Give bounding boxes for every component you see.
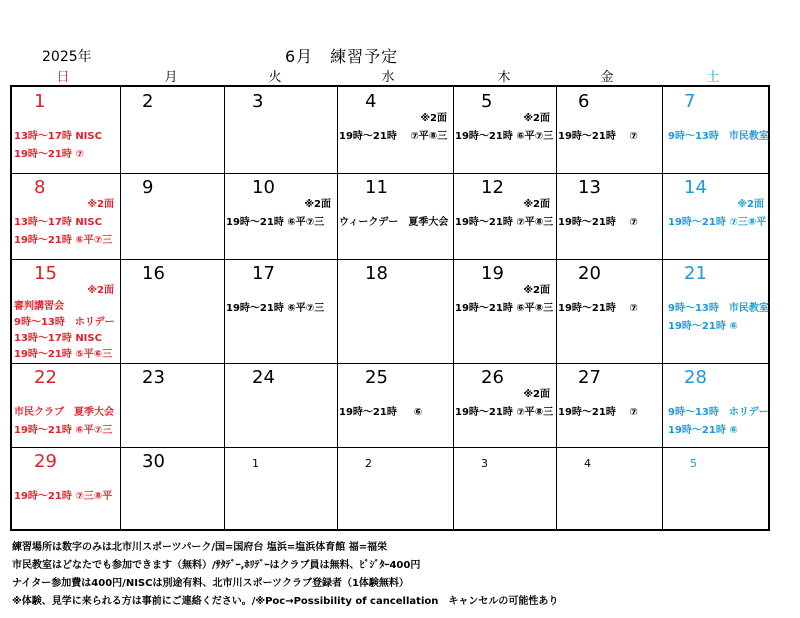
day-number: 9 xyxy=(142,177,154,198)
day-cell xyxy=(120,259,224,363)
day-cell xyxy=(224,363,337,447)
schedule-line: 13時～17時 NISC xyxy=(14,333,102,344)
court-note: ※2面 xyxy=(523,199,550,210)
day-number: 12 xyxy=(481,177,504,198)
schedule-line: 審判講習会 xyxy=(14,301,64,312)
schedule-line: 19時～21時 ⑦平⑧三 xyxy=(339,131,448,142)
court-note: ※2面 xyxy=(420,113,447,124)
day-cell xyxy=(556,363,662,447)
schedule-line: 19時～21時 ⑦三⑧平 xyxy=(14,491,113,502)
day-number: 22 xyxy=(34,367,57,388)
day-cell xyxy=(12,447,120,531)
schedule-line: 19時～21時 ⑥平⑧三 xyxy=(455,303,554,314)
schedule-line: 19時～21時 ⑦三⑧平 xyxy=(668,217,767,228)
day-number: 16 xyxy=(142,263,165,284)
schedule-line: 19時～21時 ⑦平⑧三 xyxy=(455,407,554,418)
day-cell xyxy=(337,87,453,173)
day-cell xyxy=(224,173,337,259)
calendar-grid xyxy=(10,85,770,531)
schedule-line: 9時～13時 市民教室 xyxy=(668,131,769,142)
day-number: 2 xyxy=(142,91,154,112)
day-cell xyxy=(337,447,453,531)
day-cell xyxy=(556,173,662,259)
day-number: 26 xyxy=(481,367,504,388)
day-number: 4 xyxy=(584,457,591,470)
day-cell xyxy=(120,447,224,531)
page-title: 6月 練習予定 xyxy=(285,47,399,66)
day-cell xyxy=(662,447,770,531)
schedule-line: 19時～21時 ⑥平⑦三 xyxy=(226,217,325,228)
schedule-line: 19時～21時 ⑥平⑦三 xyxy=(455,131,554,142)
footer-note: ナイター参加費は400円/NISCは別途有料、北市川スポーツクラブ登録者（1体験無料） xyxy=(12,578,409,589)
court-note: ※2面 xyxy=(87,285,114,296)
schedule-line: 19時～21時 ⑦ xyxy=(558,303,638,314)
court-note: ※2面 xyxy=(523,285,550,296)
day-cell xyxy=(12,363,120,447)
day-number: 27 xyxy=(578,367,601,388)
weekday-wed: 水 xyxy=(381,70,395,85)
schedule-line: 19時～21時 ⑦ xyxy=(558,407,638,418)
day-number: 6 xyxy=(578,91,590,112)
schedule-line: 19時～21時 ⑥平⑦三 xyxy=(226,303,325,314)
day-number: 23 xyxy=(142,367,165,388)
court-note: ※2面 xyxy=(304,199,331,210)
day-number: 1 xyxy=(34,91,46,112)
day-number: 14 xyxy=(684,177,707,198)
court-note: ※2面 xyxy=(523,113,550,124)
day-cell xyxy=(556,447,662,531)
footer-note: 市民教室はどなたでも参加できます（無料）/ｻﾀﾃﾞｰ,ﾎﾘﾃﾞｰはクラブ員は無料、ﾋﾞｼﾞﾀｰ400円 xyxy=(12,560,421,571)
schedule-line: 19時～21時 ⑥平⑦三 xyxy=(14,235,113,246)
day-number: 28 xyxy=(684,367,707,388)
footer-note: ※体験、見学に来られる方は事前にご連絡ください。/※Poc→Possibility of cancellation キャンセルの可能性あり xyxy=(12,596,559,607)
day-number: 1 xyxy=(252,457,259,470)
schedule-line: 市民クラブ 夏季大会 xyxy=(14,407,114,418)
day-cell xyxy=(556,87,662,173)
schedule-line: 13時～17時 NISC xyxy=(14,217,102,228)
day-cell xyxy=(453,87,556,173)
day-cell xyxy=(453,173,556,259)
day-number: 21 xyxy=(684,263,707,284)
day-cell xyxy=(662,173,770,259)
court-note: ※2面 xyxy=(737,199,764,210)
weekday-sat: 土 xyxy=(706,70,720,85)
day-cell xyxy=(337,173,453,259)
day-cell xyxy=(662,259,770,363)
schedule-line: 19時～21時 ⑤平⑥三 xyxy=(14,349,113,360)
schedule-line: 9時～13時 ホリデー xyxy=(14,317,115,328)
day-number: 24 xyxy=(252,367,275,388)
day-cell xyxy=(12,259,120,363)
schedule-line: 19時～21時 ⑦ xyxy=(14,149,84,160)
day-number: 20 xyxy=(578,263,601,284)
day-number: 25 xyxy=(365,367,388,388)
weekday-fri: 金 xyxy=(600,70,614,85)
day-cell xyxy=(337,259,453,363)
schedule-line: 19時～21時 ⑥平⑦三 xyxy=(14,425,113,436)
day-number: 7 xyxy=(684,91,696,112)
schedule-line: 19時～21時 ⑦平⑧三 xyxy=(455,217,554,228)
day-cell xyxy=(120,363,224,447)
day-number: 18 xyxy=(365,263,388,284)
weekday-thu: 木 xyxy=(497,70,511,85)
day-number: 5 xyxy=(481,91,493,112)
day-number: 2 xyxy=(365,457,372,470)
day-cell xyxy=(224,87,337,173)
day-cell xyxy=(12,173,120,259)
day-cell xyxy=(556,259,662,363)
day-number: 29 xyxy=(34,451,57,472)
day-cell xyxy=(224,447,337,531)
schedule-line: 19時～21時 ⑥ xyxy=(668,321,738,332)
day-cell xyxy=(337,363,453,447)
footer-note: 練習場所は数字のみは北市川スポーツパーク/国=国府台 塩浜=塩浜体育館 福=福栄 xyxy=(12,542,388,553)
schedule-line: 19時～21時 ⑦ xyxy=(558,131,638,142)
day-cell xyxy=(662,87,770,173)
schedule-line: 19時～21時 ⑦ xyxy=(558,217,638,228)
day-number: 17 xyxy=(252,263,275,284)
day-number: 30 xyxy=(142,451,165,472)
day-number: 8 xyxy=(34,177,46,198)
day-cell xyxy=(453,363,556,447)
day-number: 15 xyxy=(34,263,57,284)
weekday-tue: 火 xyxy=(268,70,282,85)
day-number: 5 xyxy=(690,457,697,470)
day-cell xyxy=(120,87,224,173)
day-cell xyxy=(120,173,224,259)
weekday-mon: 月 xyxy=(164,70,178,85)
schedule-line: 9時～13時 ホリデー xyxy=(668,407,769,418)
day-cell xyxy=(224,259,337,363)
schedule-line: 9時～13時 市民教室 xyxy=(668,303,769,314)
day-number: 11 xyxy=(365,177,388,198)
weekday-sun: 日 xyxy=(56,70,70,85)
day-number: 10 xyxy=(252,177,275,198)
day-number: 19 xyxy=(481,263,504,284)
day-number: 4 xyxy=(365,91,377,112)
day-cell xyxy=(12,87,120,173)
court-note: ※2面 xyxy=(87,199,114,210)
day-number: 3 xyxy=(252,91,264,112)
schedule-line: 13時～17時 NISC xyxy=(14,131,102,142)
day-cell xyxy=(453,447,556,531)
day-number: 13 xyxy=(578,177,601,198)
schedule-line: 19時～21時 ⑥ xyxy=(668,425,738,436)
year-label: 2025年 xyxy=(42,49,92,65)
schedule-line: 19時～21時 ⑥ xyxy=(339,407,423,418)
day-number: 3 xyxy=(481,457,488,470)
court-note: ※2面 xyxy=(523,389,550,400)
day-cell xyxy=(662,363,770,447)
day-cell xyxy=(453,259,556,363)
schedule-line: ウィークデー 夏季大会 xyxy=(339,217,449,228)
